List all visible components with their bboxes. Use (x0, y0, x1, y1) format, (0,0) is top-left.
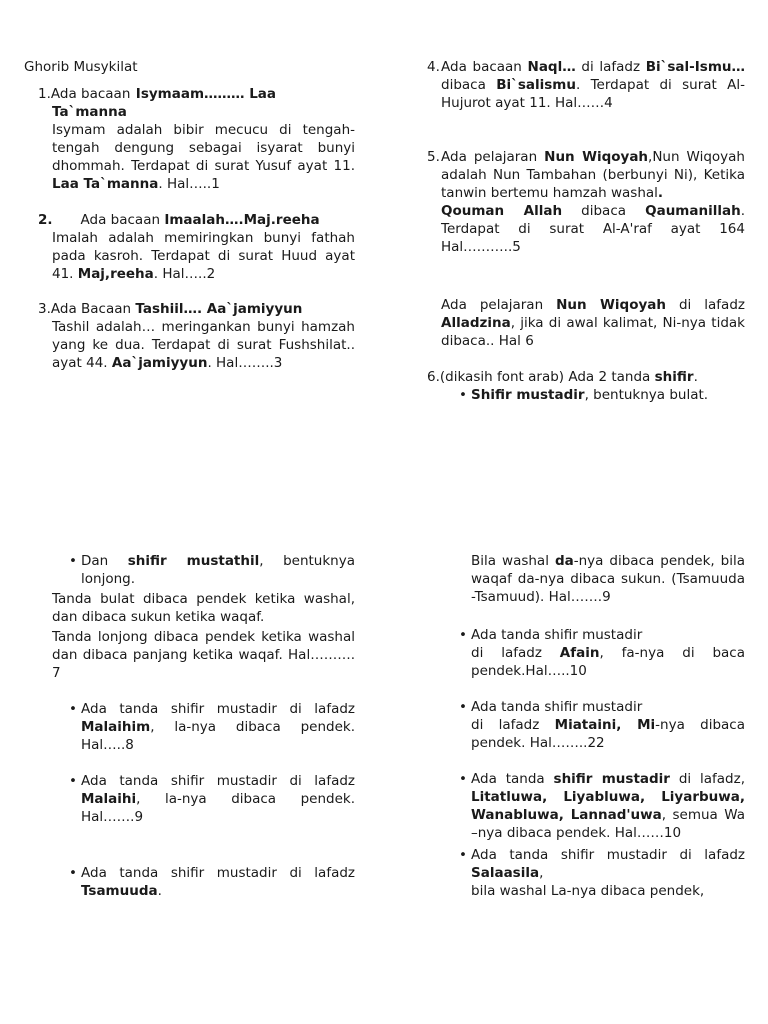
item-1-body-bold: Laa Ta`manna (52, 176, 159, 192)
bullet-e-bold: Tsamuuda (81, 883, 158, 899)
bullet-i-lead: Ada tanda shifir mustadir di lafadz (471, 847, 745, 863)
item-5-text-4: . Terdapat di surat Al-A'raf ayat 164 Hal………..5 (441, 203, 745, 255)
bullet-i-bold: Salaasila (471, 865, 540, 881)
bullet-c-text: , la-nya dibaca pendek. Hal…..8 (81, 719, 355, 753)
para-r1-lead: Bila washal (471, 553, 555, 569)
item-3-body (52, 318, 355, 372)
item-4-text-2: di lafadz (575, 59, 646, 75)
bullet-f-text: , fa-nya di baca pendek.Hal…..10 (471, 645, 745, 679)
para-6-bold-2: Alladzina (441, 315, 511, 331)
item-2-text: Imalah adalah memiringkan bunyi fathah pada kasroh. Terdapat di surat Huud ayat 41. (52, 230, 355, 282)
bullet-c-lead: Ada tanda shifir mustadir di lafadz (81, 701, 355, 717)
item-3-number: 3. (38, 301, 51, 317)
item-2-number: 2. (38, 212, 53, 228)
item-6-bold: shifir (654, 369, 694, 385)
bullet-f-lead: di lafadz (471, 645, 560, 661)
bullet-h-bold-2: Litatluwa, Liyabluwa, Liyarbuwa, Wanabluwa, Lannad'uwa (471, 789, 745, 823)
bullet-d-bold: Malaihi (81, 791, 137, 807)
para-6-bold-1: Nun Wiqoyah (556, 297, 666, 313)
item-5-bold-2: Qouman Allah (441, 203, 563, 219)
bullet-d-text: , la-nya dibaca pendek. Hal…….9 (81, 791, 355, 825)
bullet-g-text: -nya dibaca pendek. Hal……..22 (471, 717, 746, 751)
bullet-a-bold: Shifir mustadir (471, 387, 585, 403)
bullet-h-bold-1: shifir mustadir (553, 771, 670, 787)
bullet-e-text: . (157, 883, 162, 899)
bullet-e-lead: Ada tanda shifir mustadir di lafadz (81, 865, 355, 881)
item-4-text-4: . Terdapat di surat Al-Hujurot ayat 11. Hal……4 (441, 77, 745, 111)
bullet-h-text-3: , semua Wa –nya dibaca pendek. Hal……10 (471, 807, 746, 841)
bullet-g-line1: Ada tanda shifir mustadir (471, 699, 643, 715)
paragraph-tanda-bulat: Tanda bulat dibaca pendek ketika washal, dan dibaca sukun ketika waqaf. (52, 591, 355, 625)
bullet-b-bold: shifir mustathil (127, 553, 260, 569)
item-3-tail: . Hal……..3 (207, 355, 283, 371)
item-1-heading (52, 85, 352, 121)
bullet-a-text: , bentuknya bulat. (584, 387, 709, 403)
para-r1-bold: da (554, 553, 574, 569)
para-r1-text: -nya dibaca pendek, bila waqaf da-nya dibaca sukun. (Tsamuuda -Tsamuud). Hal…….9 (471, 553, 746, 605)
bullet-i-line2: bila washal La-nya dibaca pendek, (471, 883, 705, 899)
para-6-lead: Ada pelajaran (441, 297, 557, 313)
item-4-bold-3: Bi`salismu (496, 77, 576, 93)
item-3-bold: Tashiil…. Aa`jamiyyun (135, 301, 303, 317)
bullet-b-text: , bentuknya lonjong. (81, 553, 355, 587)
bullet-afain (471, 626, 745, 680)
bullet-salaasila (471, 846, 745, 900)
bullet-malaihi (81, 772, 355, 826)
para-6-text-3: , jika di awal kalimat, Ni-nya tidak dibaca.. Hal 6 (441, 315, 745, 349)
item-2 (38, 211, 356, 229)
bullet-f-line1: Ada tanda shifir mustadir (471, 627, 643, 643)
item-5-dot: . (657, 185, 664, 201)
paragraph-tanda-lonjong: Tanda lonjong dibaca pendek ketika washal dan dibaca panjang ketika waqaf. Hal………. 7 (52, 629, 355, 681)
item-5-text-2: ,Nun Wiqoyah adalah Nun Tambahan (berbunyi Ni), Ketika tanwin bertemu hamzah washal (441, 149, 745, 201)
bullet-f-bold: Afain (559, 645, 600, 661)
item-4-bold-2: Bi`sal-Ismu… (645, 59, 745, 75)
item-4-lead: Ada bacaan (441, 59, 528, 75)
item-3-body-bold: Aa`jamiyyun (111, 355, 208, 371)
bullet-shifir-mustathil (81, 552, 355, 588)
item-5-bold-3: Qaumanillah (645, 203, 741, 219)
item-3-lead: Ada Bacaan (50, 301, 136, 317)
item-5-bold-1: Nun Wiqoyah (544, 149, 649, 165)
bullet-d-lead: Ada tanda shifir mustadir di lafadz (81, 773, 355, 789)
item-1-text: Isymam adalah bibir mecucu di tengah-tengah dengung sebagai isyarat bunyi dhommah. Terdapat di surat Yusuf ayat 11. (52, 122, 355, 174)
item-1-lead: Ada bacaan (50, 86, 131, 102)
item-5-number: 5. (427, 149, 440, 165)
item-2-bold: Imaalah….Maj.reeha (164, 212, 320, 228)
bullet-miataini (471, 698, 745, 752)
page-title: Ghorib Musykilat (24, 59, 138, 75)
item-2-body-bold: Maj,reeha (77, 266, 154, 282)
item-4-number: 4. (427, 59, 440, 75)
bullet-b-lead: Dan (81, 553, 128, 569)
item-4-text-3: dibaca (441, 77, 497, 93)
item-5-lead: Ada pelajaran (441, 149, 545, 165)
bullet-h-lead: Ada tanda (471, 771, 554, 787)
item-5 (441, 148, 745, 256)
para-6-text-2: di lafadz (666, 297, 745, 313)
item-2-body (52, 229, 355, 283)
paragraph-bila-washal (471, 552, 745, 606)
item-4-bold-1: Naql… (527, 59, 576, 75)
bullet-tsamuuda (81, 864, 355, 900)
bullet-g-lead: di lafadz (471, 717, 555, 733)
item-1-tail: . Hal…..1 (158, 176, 220, 192)
bullet-c-bold: Malaihim (81, 719, 151, 735)
paragraph-nun-wiqoyah (441, 296, 745, 350)
item-3 (38, 300, 356, 318)
item-1-body (52, 121, 355, 193)
bullet-litatluwa (471, 770, 745, 842)
item-4 (441, 58, 745, 112)
bullet-g-bold: Miataini, Mi (554, 717, 656, 733)
item-1-number: 1. (38, 86, 51, 102)
item-2-tail: . Hal…..2 (153, 266, 216, 282)
item-1-bold: Isymaam……… Laa Ta`manna (52, 86, 277, 120)
item-3-text: Tashil adalah… meringankan bunyi hamzah yang ke dua. Terdapat di surat Fushshilat.. ayat 44. (52, 319, 355, 371)
item-6-lead: (dikasih font arab) Ada 2 tanda (439, 369, 655, 385)
item-6 (427, 368, 747, 386)
bullet-h-text-2: di lafadz, (669, 771, 745, 787)
item-6-number: 6. (427, 369, 440, 385)
item-6-tail: . (693, 369, 698, 385)
item-5-text-3: dibaca (562, 203, 646, 219)
bullet-shifir-mustadir (471, 386, 747, 404)
bullet-i-comma: , (539, 865, 544, 881)
bullet-malaihim (81, 700, 355, 754)
item-2-lead: Ada bacaan (80, 212, 165, 228)
